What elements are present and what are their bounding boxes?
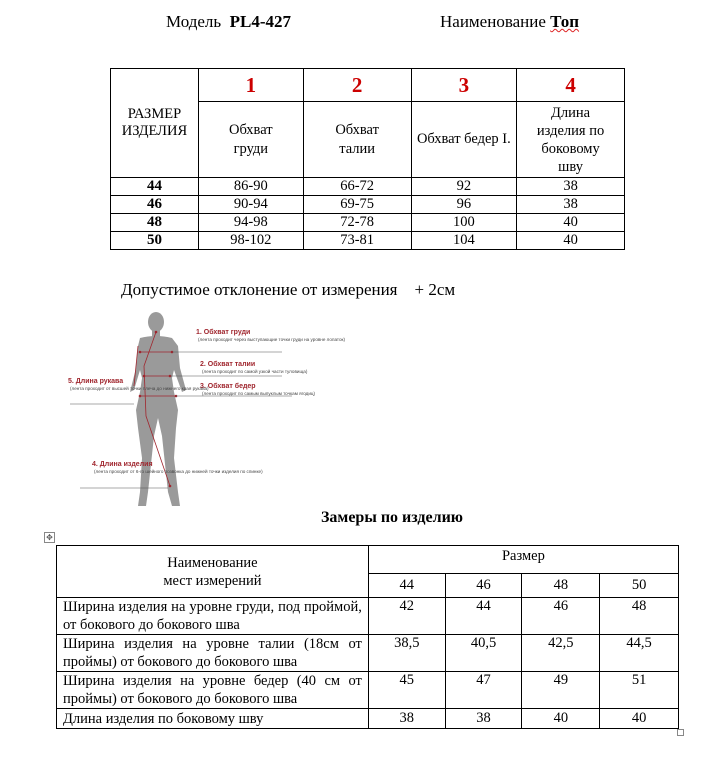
model-line bbox=[166, 12, 291, 32]
value-cell: 45 bbox=[368, 672, 445, 709]
size-col-header: 44 bbox=[368, 574, 445, 598]
svg-text:2. Обхват талии: 2. Обхват талии bbox=[200, 361, 256, 368]
value-cell: 94-98 bbox=[198, 214, 303, 232]
value-cell: 46 bbox=[522, 598, 600, 635]
label-2 bbox=[200, 360, 308, 374]
value-cell: 51 bbox=[600, 672, 679, 709]
body-silhouette bbox=[130, 312, 186, 506]
tolerance-value: + 2см bbox=[414, 280, 456, 299]
table-row bbox=[57, 672, 679, 709]
svg-text:(лента проходит от высшей точк: (лента проходит от высшей точки плеча до нижнего края рукава) bbox=[70, 386, 209, 391]
table-row bbox=[111, 196, 625, 214]
measure-name: Ширина изделия на уровне талии (18см от проймы) от бокового до бокового шва bbox=[57, 635, 369, 672]
col-num-4: 4 bbox=[517, 69, 625, 102]
size-cell: 46 bbox=[111, 196, 199, 214]
model-value: PL4-427 bbox=[229, 12, 292, 31]
measurements-table bbox=[56, 545, 679, 729]
table-row bbox=[57, 635, 679, 672]
value-cell: 90-94 bbox=[198, 196, 303, 214]
value-cell: 47 bbox=[445, 672, 522, 709]
label-5 bbox=[68, 378, 209, 391]
svg-text:5. Длина рукава: 5. Длина рукава bbox=[68, 378, 124, 385]
table-row bbox=[57, 598, 679, 635]
value-cell: 40,5 bbox=[445, 635, 522, 672]
size-col-header: 50 bbox=[600, 574, 679, 598]
measure-name: Длина изделия по боковому шву bbox=[57, 709, 369, 729]
value-cell: 42,5 bbox=[522, 635, 600, 672]
svg-text:3. Обхват бедер: 3. Обхват бедер bbox=[200, 383, 256, 390]
value-cell: 69-75 bbox=[303, 196, 411, 214]
value-cell: 48 bbox=[600, 598, 679, 635]
size-row-header: РАЗМЕР ИЗДЕЛИЯ bbox=[111, 69, 199, 178]
place-header: Наименование мест измерений bbox=[57, 546, 369, 598]
value-cell: 40 bbox=[522, 709, 600, 729]
label-4 bbox=[92, 461, 263, 474]
table-resize-handle[interactable] bbox=[677, 729, 684, 736]
svg-text:(лента проходит через выступаю: (лента проходит через выступающие точки груди на уровне лопаток) bbox=[198, 337, 346, 342]
value-cell: 49 bbox=[522, 672, 600, 709]
measurement-figure bbox=[60, 306, 346, 518]
table-row bbox=[57, 709, 679, 729]
label-3 bbox=[200, 382, 316, 396]
size-table bbox=[110, 68, 625, 250]
value-cell: 40 bbox=[517, 232, 625, 250]
svg-text:(лента проходит по самым выпук: (лента проходит по самым выпуклым точкам ягодиц) bbox=[202, 391, 316, 396]
name-label: Наименование bbox=[440, 12, 546, 31]
col-label-1: Обхват груди bbox=[198, 102, 303, 178]
svg-text:1. Обхват груди: 1. Обхват груди bbox=[196, 329, 251, 336]
value-cell: 38 bbox=[368, 709, 445, 729]
col-label-4: Длина изделия по боковому шву bbox=[517, 102, 625, 178]
value-cell: 44 bbox=[445, 598, 522, 635]
value-cell: 96 bbox=[411, 196, 517, 214]
name-value: Топ bbox=[550, 12, 580, 31]
value-cell: 73-81 bbox=[303, 232, 411, 250]
measure-name: Ширина изделия на уровне груди, под проймой, от бокового до бокового шва bbox=[57, 598, 369, 635]
col-num-1: 1 bbox=[198, 69, 303, 102]
size-header: Размер bbox=[368, 546, 678, 574]
size-col-header: 46 bbox=[445, 574, 522, 598]
value-cell: 38 bbox=[517, 178, 625, 196]
col-num-3: 3 bbox=[411, 69, 517, 102]
col-label-2: Обхват талии bbox=[303, 102, 411, 178]
table-move-handle-icon[interactable]: ✥ bbox=[44, 532, 55, 543]
value-cell: 40 bbox=[517, 214, 625, 232]
measurements-title: Замеры по изделию bbox=[320, 509, 464, 526]
tolerance-line bbox=[121, 280, 455, 300]
label-1 bbox=[196, 328, 346, 342]
model-label: Модель bbox=[166, 12, 222, 31]
value-cell: 100 bbox=[411, 214, 517, 232]
col-label-3: Обхват бедер I. bbox=[411, 102, 517, 178]
value-cell: 98-102 bbox=[198, 232, 303, 250]
value-cell: 38 bbox=[517, 196, 625, 214]
value-cell: 38,5 bbox=[368, 635, 445, 672]
measure-name: Ширина изделия на уровне бедер (40 см от проймы) от бокового до бокового шва bbox=[57, 672, 369, 709]
svg-text:(лента проходит от 6-го шейног: (лента проходит от 6-го шейного позвонка до нижней точки изделия по спинке) bbox=[94, 469, 263, 474]
tolerance-text: Допустимое отклонение от измерения bbox=[121, 280, 398, 299]
value-cell: 72-78 bbox=[303, 214, 411, 232]
table-row bbox=[111, 178, 625, 196]
value-cell: 86-90 bbox=[198, 178, 303, 196]
value-cell: 40 bbox=[600, 709, 679, 729]
table-row bbox=[111, 214, 625, 232]
value-cell: 38 bbox=[445, 709, 522, 729]
svg-text:(лента проходит по самой узкой: (лента проходит по самой узкой части туловища) bbox=[202, 369, 308, 374]
size-cell: 50 bbox=[111, 232, 199, 250]
value-cell: 66-72 bbox=[303, 178, 411, 196]
size-col-header: 48 bbox=[522, 574, 600, 598]
name-line bbox=[440, 12, 579, 32]
value-cell: 104 bbox=[411, 232, 517, 250]
size-cell: 44 bbox=[111, 178, 199, 196]
table-row bbox=[111, 232, 625, 250]
col-num-2: 2 bbox=[303, 69, 411, 102]
size-cell: 48 bbox=[111, 214, 199, 232]
value-cell: 44,5 bbox=[600, 635, 679, 672]
svg-text:4. Длина изделия: 4. Длина изделия bbox=[92, 461, 153, 468]
value-cell: 92 bbox=[411, 178, 517, 196]
value-cell: 42 bbox=[368, 598, 445, 635]
